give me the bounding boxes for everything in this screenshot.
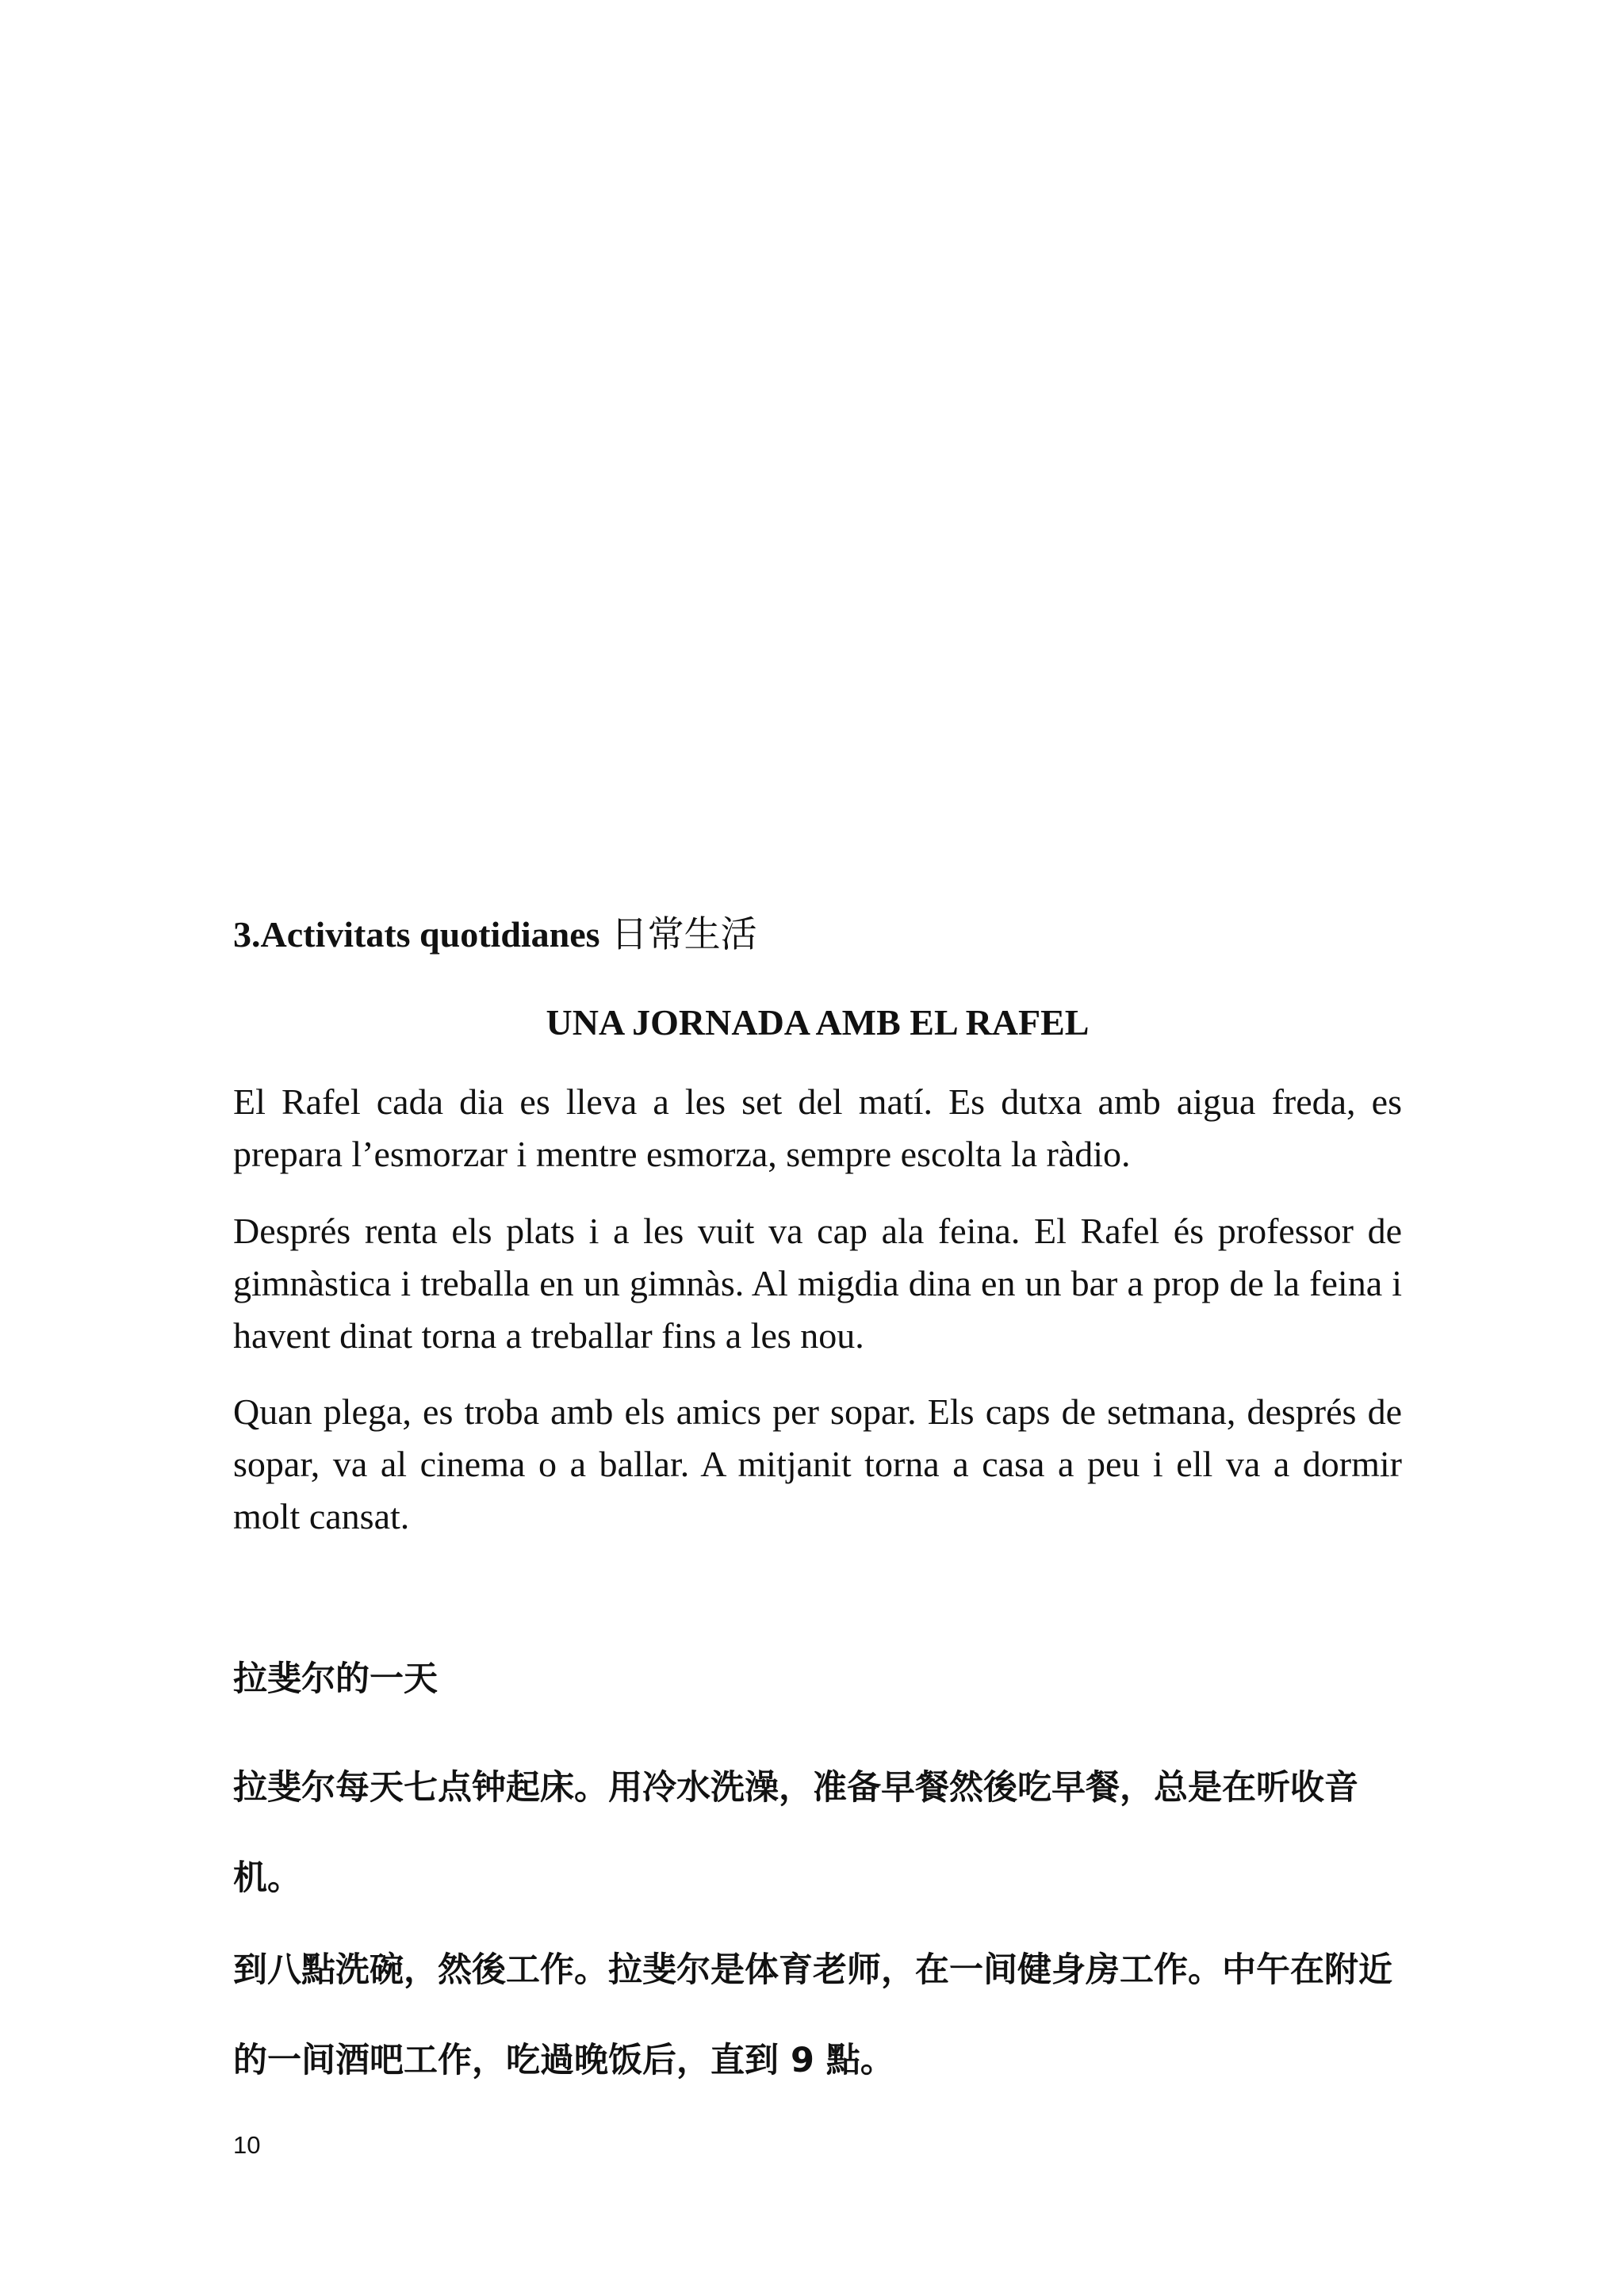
story-title: UNA JORNADA AMB EL RAFEL <box>546 1002 1090 1043</box>
catalan-paragraph-1: El Rafel cada dia es lleva a les set del matí. Es dutxa amb aigua freda, es prepara l’esmorzar i mentre esmorza, sempre escolta la ràdio. <box>233 1081 1402 1174</box>
catalan-paragraph-2: Després renta els plats i a les vuit va cap ala feina. El Rafel és professor de gimnàstica i treballa en un gimnàs. Al migdia dina en un bar a prop de la feina i havent dinat torna a treballar fins a les nou. <box>233 1211 1402 1356</box>
section-heading-catalan: 3.Activitats quotidianes <box>233 914 600 955</box>
chinese-story-title: 拉斐尔的一天 <box>233 1659 438 1699</box>
page-number: 10 <box>233 2131 261 2159</box>
catalan-paragraph-3: Quan plega, es troba amb els amics per sopar. Els caps de setmana, després de sopar, va al cinema o a ballar. A mitjanit torna a casa a peu i ell va a dormir molt cansat. <box>233 1391 1402 1536</box>
section-heading-chinese: 日常生活 <box>611 913 757 955</box>
chinese-paragraph-2: 到八點洗碗，然後工作。拉斐尔是体育老师，在一间健身房工作。中午在附近的一间酒吧工作，吃過晚饭后，直到 9 點。 <box>233 1950 1392 2080</box>
chinese-paragraph-1: 拉斐尔每天七点钟起床。用冷水洗澡，准备早餐然後吃早餐，总是在听收音机。 <box>233 1768 1358 1898</box>
section-heading <box>233 910 757 959</box>
